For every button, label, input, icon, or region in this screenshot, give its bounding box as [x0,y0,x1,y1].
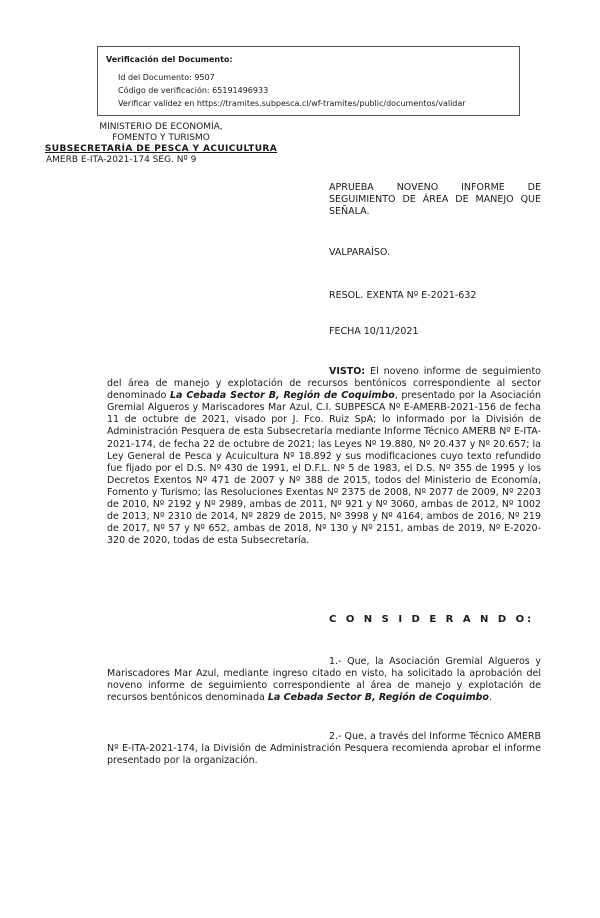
resolution-place: VALPARAÍSO. [329,247,390,258]
considerando-1-end: . [488,692,492,704]
amerb-reference: AMERB E-ITA-2021-174 SEG. Nº 9 [46,155,197,165]
considerando-1 [107,656,541,704]
ministry-line-1: MINISTERIO DE ECONOMÍA, [99,122,223,132]
resolution-summary: APRUEBA NOVENO INFORME DE SEGUIMIENTO DE ÁREA DE MANEJO QUE SEÑALA. [329,182,541,217]
considerando-1-sector: La Cebada Sector B, Región de Coquimbo [267,692,489,704]
visto-label: VISTO: [329,366,366,377]
verification-title: Verificación del Documento: [106,55,233,64]
document-header [36,122,286,166]
ministry-line-2: FOMENTO Y TURISMO [112,133,210,143]
subsecretaria-title: SUBSECRETARÍA DE PESCA Y ACUICULTURA [44,144,278,154]
resolution-date: FECHA 10/11/2021 [329,326,419,337]
considerando-2 [107,731,541,767]
resolution-number: RESOL. EXENTA Nº E-2021-632 [329,290,477,301]
visto-text-a: El noveno informe de seguimiento del área de manejo y explotación de recursos bentónicos correspondiente al sector denominado [107,366,541,402]
considerando-2-text: 2.- Que, a través del Informe Técnico AMERB Nº E-ITA-2021-174, la División de Administración Pesquera recomienda aprobar el informe presentado por la organización. [107,731,541,767]
considerando-heading: C O N S I D E R A N D O: [329,614,535,625]
verification-code: • Código de verificación: 65191496933 [118,84,511,97]
visto-text-b: , presentado por la Asociación Gremial Algueros y Mariscadores Mar Azul, C.I. SUBPESCA Nº E-AMERB-2021-156 de fecha 11 de octubre de 2021, visado por J. Fco. Ruiz SpA; lo informado por la División de Administración Pesquera de esta Subsecretaría mediante Informe Técnico AMERB Nº E-ITA-2021-174, de fecha 22 de octubre de 2021; las Leyes Nº 19.880, Nº 20.437 y Nº 20.657; la Ley General de Pesca y Acuicultura Nº 18.892 y sus modificaciones cuyo texto refundido fue fijado por el D.S. Nº 430 de 1991, el D.F.L. Nº 5 de 1983, el D.S. Nº 355 de 1995 y los Decretos Exentos Nº 471 de 2007 y Nº 388 de 2015, todos del Ministerio de Economía, Fomento y Turismo; las Resoluciones Exentas Nº 2375 de 2008, Nº 2077 de 2009, Nº 2203 de 2010, Nº 2192 y Nº 2989, ambas de 2011, Nº 921 y Nº 3060, ambas de 2012, Nº 1002 de 2013, Nº 2310 de 2014, Nº 2829 de 2015, Nº 3998 y Nº 4164, ambos de 2016, Nº 219 de 2017, Nº 57 y Nº 652, ambas de 2018, Nº 130 y Nº 2151, ambas de 2019, Nº E-2020-320 de 2020, todas de esta Subsecretaría. [107,390,541,547]
verification-box [97,46,520,116]
visto-paragraph [107,366,541,547]
visto-sector: La Cebada Sector B, Región de Coquimbo [169,390,395,402]
considerando-1-text: 1.- Que, la Asociación Gremial Algueros y Mariscadores Mar Azul, mediante ingreso citado en visto, ha solicitado la aprobación del noveno informe de seguimiento correspondiente al área de manejo y explotación de recursos bentónicos denominada [107,656,541,704]
verification-id: • Id del Documento: 9507 [118,71,511,84]
verification-link[interactable]: • Verificar validez en https://tramites.subpesca.cl/wf-tramites/public/documentos/validar [118,97,511,110]
verification-list [106,71,511,110]
